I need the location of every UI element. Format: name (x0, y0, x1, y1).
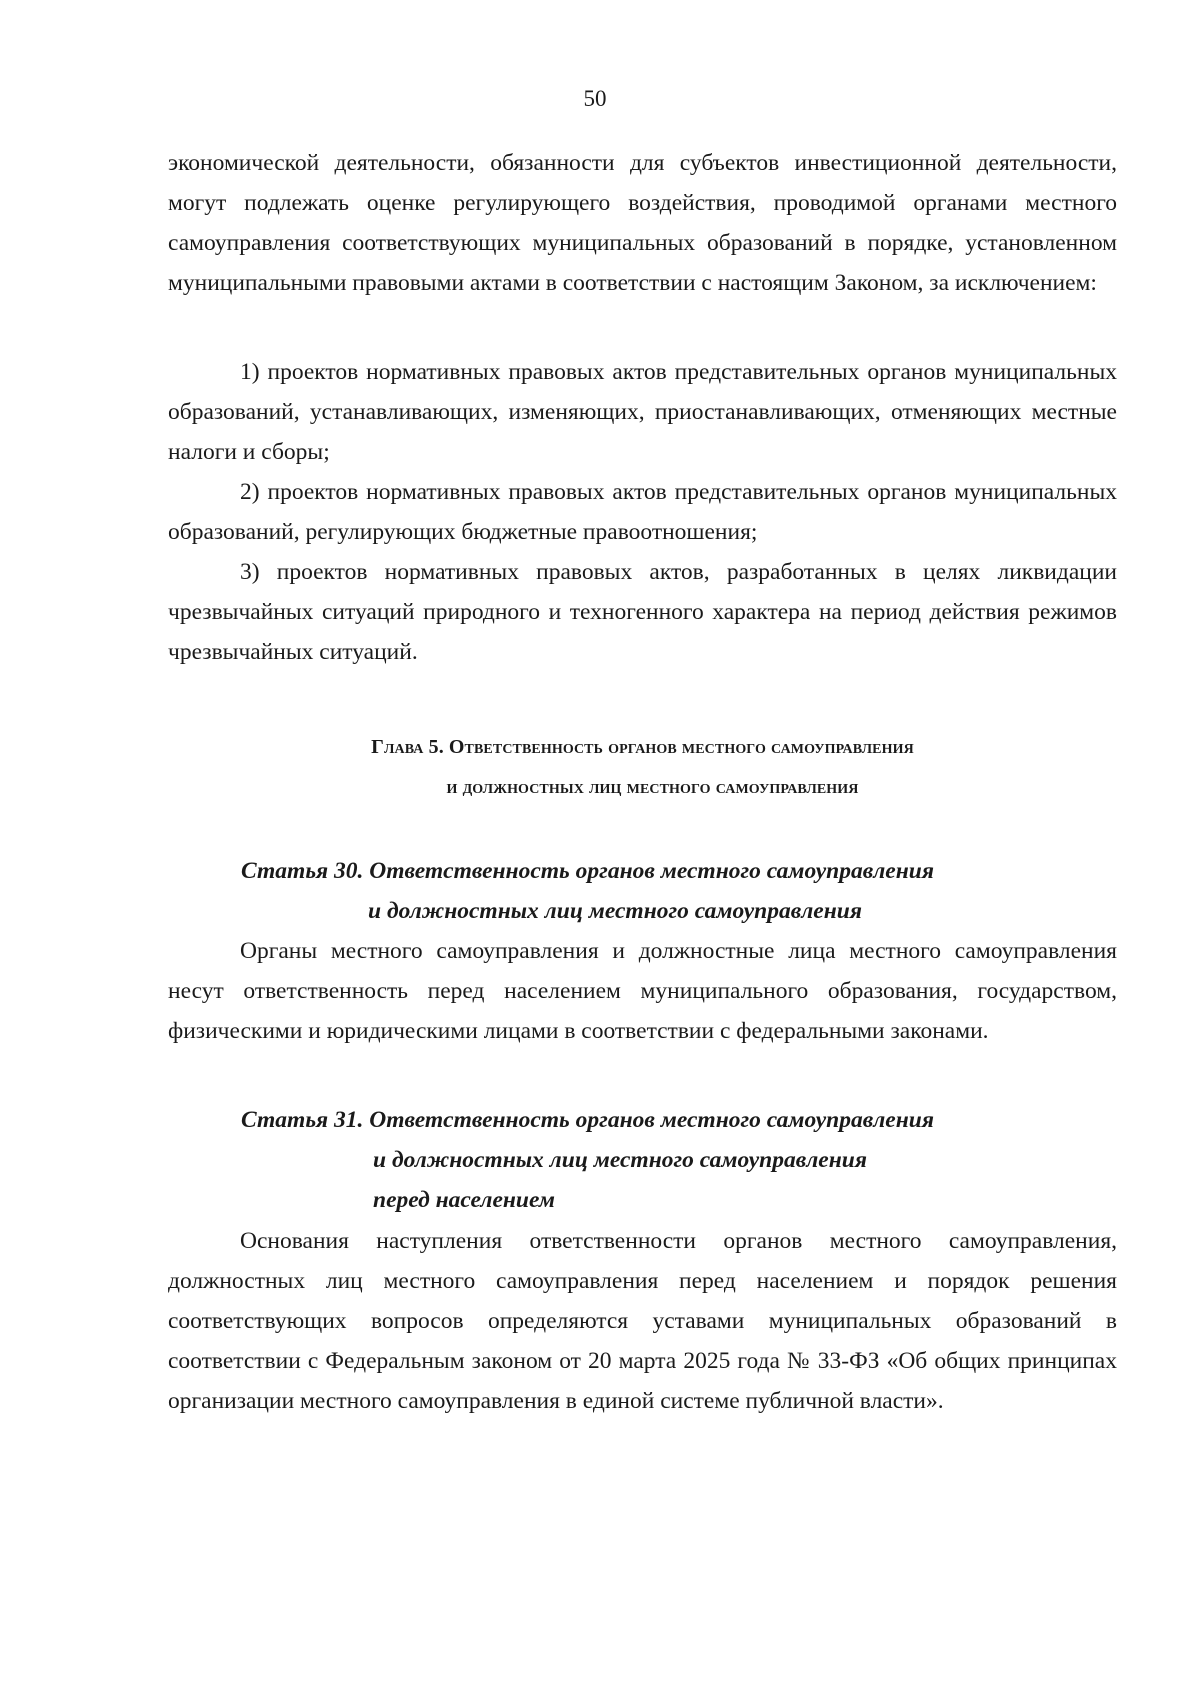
article-30-heading (168, 851, 1117, 931)
article-31-heading-line1: Статья 31. Ответственность органов местного самоуправления (241, 1107, 934, 1133)
article-30-text: Органы местного самоуправления и должностные лица местного самоуправления несут ответственность перед населением муниципального образования, государством, физическими и юридическими лицами в соответствии с федеральными законами. (168, 938, 1117, 1044)
article-30-heading-line2: и должностных лиц местного самоуправления (368, 898, 862, 924)
list-item: 2) проектов нормативных правовых актов представительных органов муниципальных образований, регулирующих бюджетные правоотношения; (168, 479, 1117, 545)
intro-section (168, 143, 1117, 303)
article-30-heading-line1: Статья 30. Ответственность органов местного самоуправления (241, 858, 934, 884)
article-31-heading-line2: и должностных лиц местного самоуправления (373, 1147, 867, 1173)
exceptions-list (168, 352, 1117, 672)
page-number: 50 (583, 86, 607, 111)
article-30-body (168, 931, 1117, 1051)
list-item: 1) проектов нормативных правовых актов представительных органов муниципальных образований, устанавливающих, изменяющих, приостанавливающих, отменяющих местные налоги и сборы; (168, 359, 1117, 465)
article-31-heading-line3: перед населением (373, 1187, 555, 1213)
list-item: 3) проектов нормативных правовых актов, разработанных в целях ликвидации чрезвычайных ситуаций природного и техногенного характера на период действия режимов чрезвычайных ситуаций. (168, 559, 1117, 665)
article-31-text: Основания наступления ответственности органов местного самоуправления, должностных лиц местного самоуправления перед населением и порядок решения соответствующих вопросов определяются уставами муниципальных образований в соответствии с Федеральным законом от 20 марта 2025 года № 33-ФЗ «Об общих принципах организации местного самоуправления в единой системе публичной власти». (168, 1228, 1117, 1414)
chapter-heading (168, 727, 1117, 807)
article-31-body (168, 1221, 1117, 1421)
chapter-heading-line1: Глава 5. Ответственность органов местного самоуправления (371, 736, 914, 758)
article-31-heading (168, 1100, 1117, 1220)
chapter-heading-line2: и должностных лиц местного самоуправления (446, 776, 859, 798)
intro-paragraph: экономической деятельности, обязанности для субъектов инвестиционной деятельности, могут подлежать оценке регулирующего воздействия, проводимой органами местного самоуправления соответствующих муниципальных образований в порядке, установленном муниципальными правовыми актами в соответствии с настоящим Законом, за исключением: (168, 150, 1117, 296)
